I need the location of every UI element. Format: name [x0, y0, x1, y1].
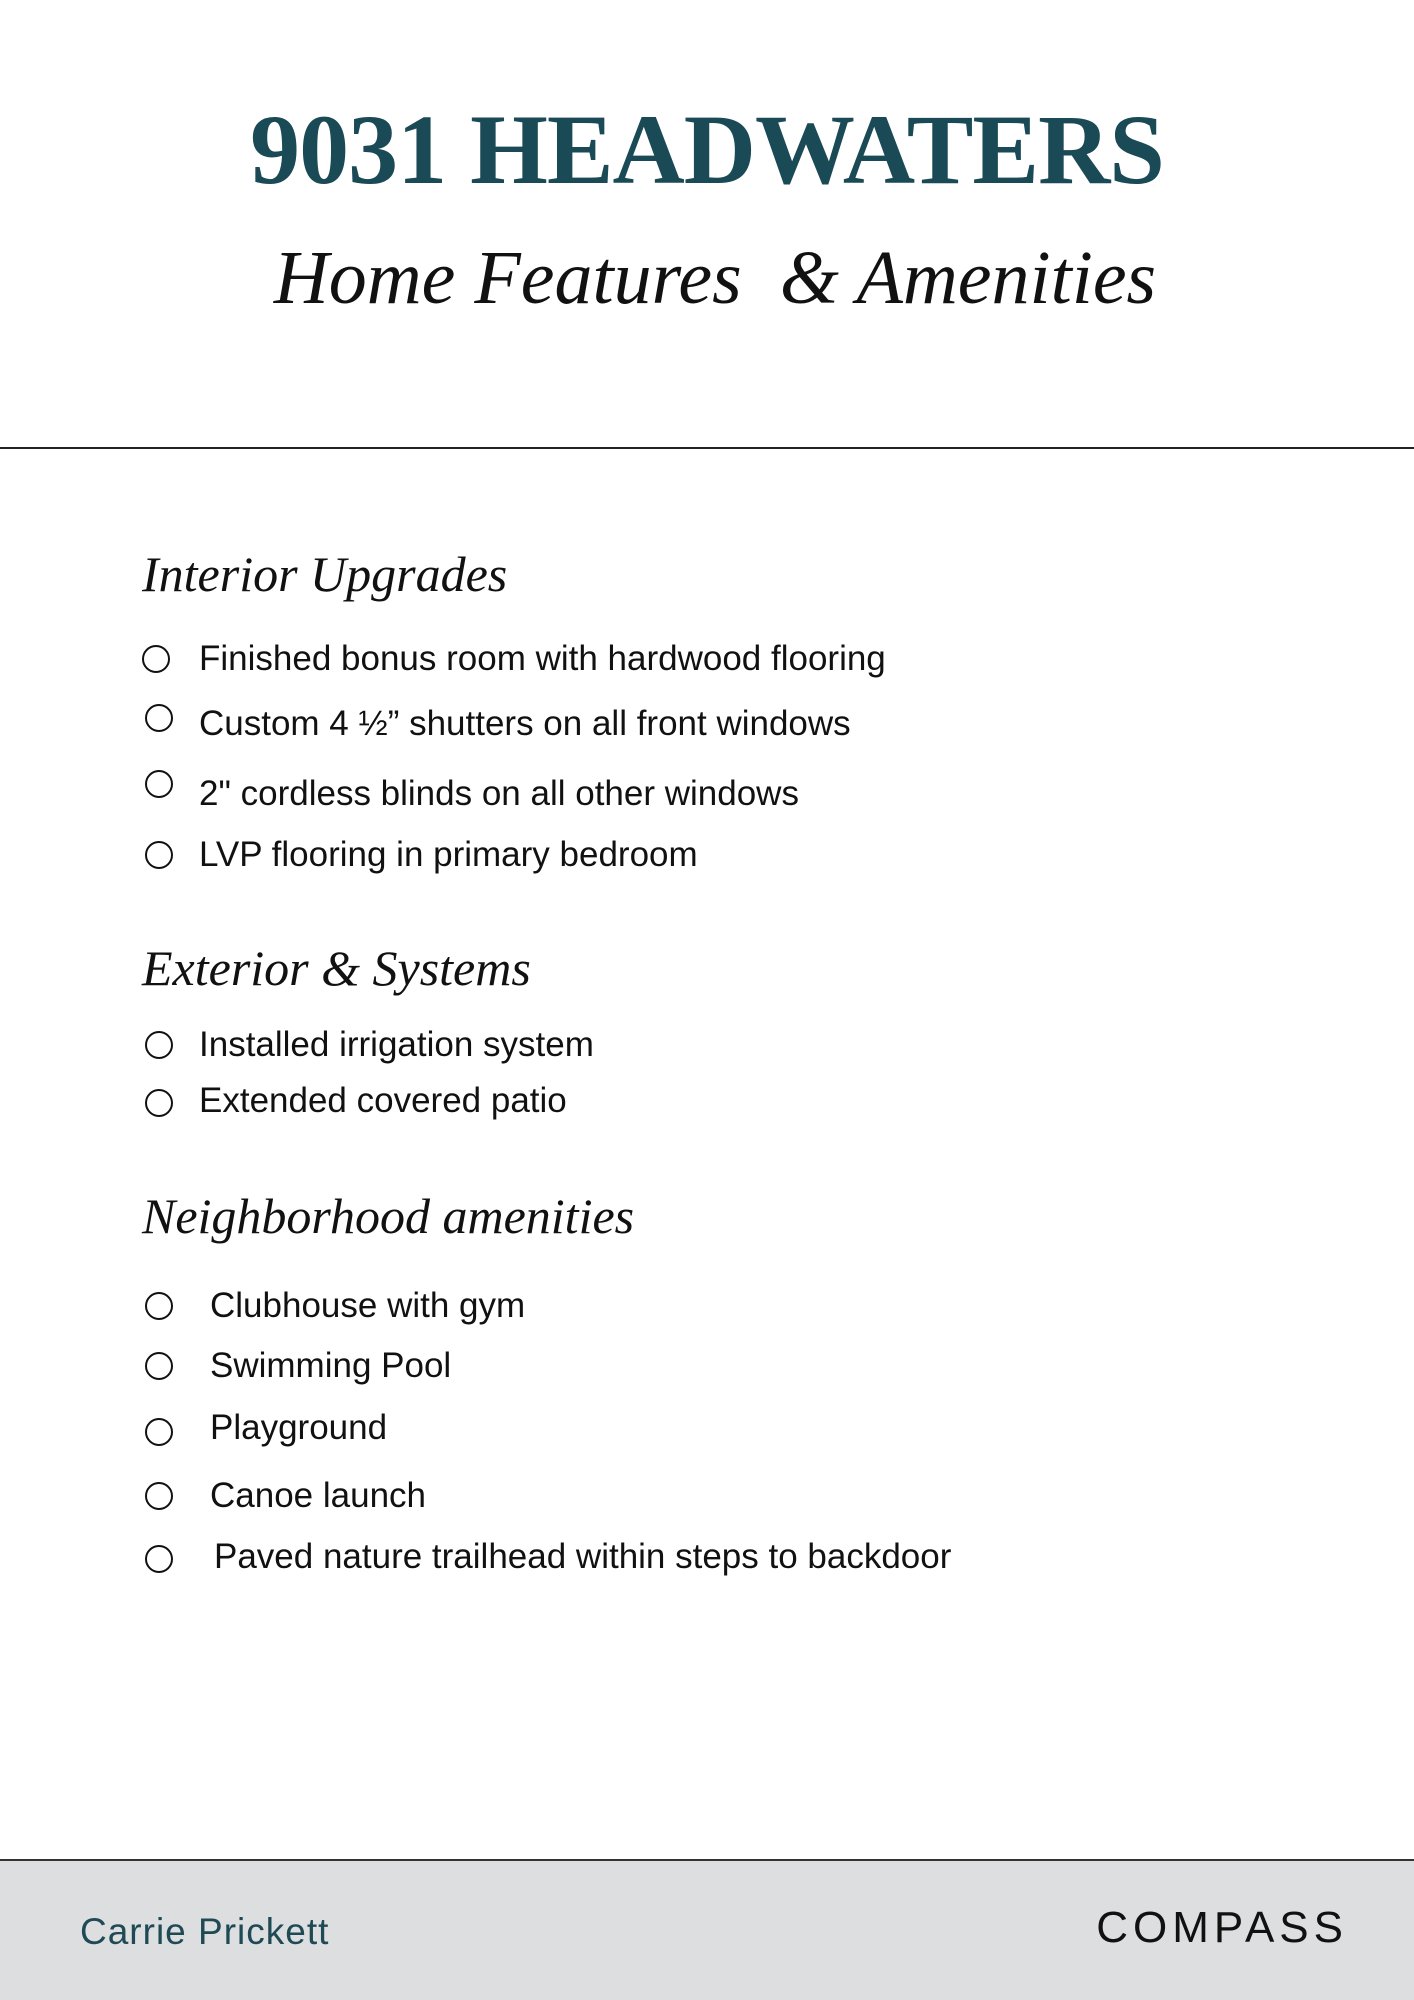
- circle-bullet-icon: [145, 1418, 173, 1446]
- circle-bullet-icon: [145, 841, 173, 869]
- agent-name: Carrie Prickett: [80, 1911, 330, 1952]
- circle-bullet-icon: [145, 1482, 173, 1510]
- list-item-text: Extended covered patio: [199, 1081, 567, 1120]
- list-item-text: Canoe launch: [210, 1476, 426, 1515]
- section-heading-interior: Interior Upgrades: [142, 546, 508, 602]
- list-item-text: Finished bonus room with hardwood flooring: [199, 639, 886, 678]
- list-item-text: 2" cordless blinds on all other windows: [199, 774, 799, 813]
- list-item-text: Paved nature trailhead within steps to backdoor: [214, 1537, 952, 1576]
- circle-bullet-icon: [145, 1031, 173, 1059]
- list-item-text: Swimming Pool: [210, 1346, 452, 1385]
- compass-logo: COMPASS: [1096, 1903, 1348, 1952]
- list-item-text: Custom 4 ½” shutters on all front windows: [199, 704, 851, 743]
- circle-bullet-icon: [142, 645, 170, 673]
- circle-bullet-icon: [145, 1089, 173, 1117]
- list-item-text: Clubhouse with gym: [210, 1286, 526, 1325]
- list-item-text: Installed irrigation system: [199, 1025, 594, 1064]
- page-title: 9031 HEADWATERS: [250, 94, 1164, 205]
- page-subtitle: Home Features & Amenities: [273, 236, 1157, 320]
- divider: [0, 447, 1414, 449]
- circle-bullet-icon: [145, 770, 173, 798]
- circle-bullet-icon: [145, 1545, 173, 1573]
- list-item-text: LVP flooring in primary bedroom: [199, 835, 698, 874]
- footer: [0, 1859, 1414, 2000]
- circle-bullet-icon: [145, 1352, 173, 1380]
- circle-bullet-icon: [145, 1292, 173, 1320]
- circle-bullet-icon: [145, 704, 173, 732]
- section-heading-exterior: Exterior & Systems: [142, 940, 531, 996]
- list-item-text: Playground: [210, 1408, 388, 1447]
- section-heading-neighborhood: Neighborhood amenities: [142, 1188, 635, 1244]
